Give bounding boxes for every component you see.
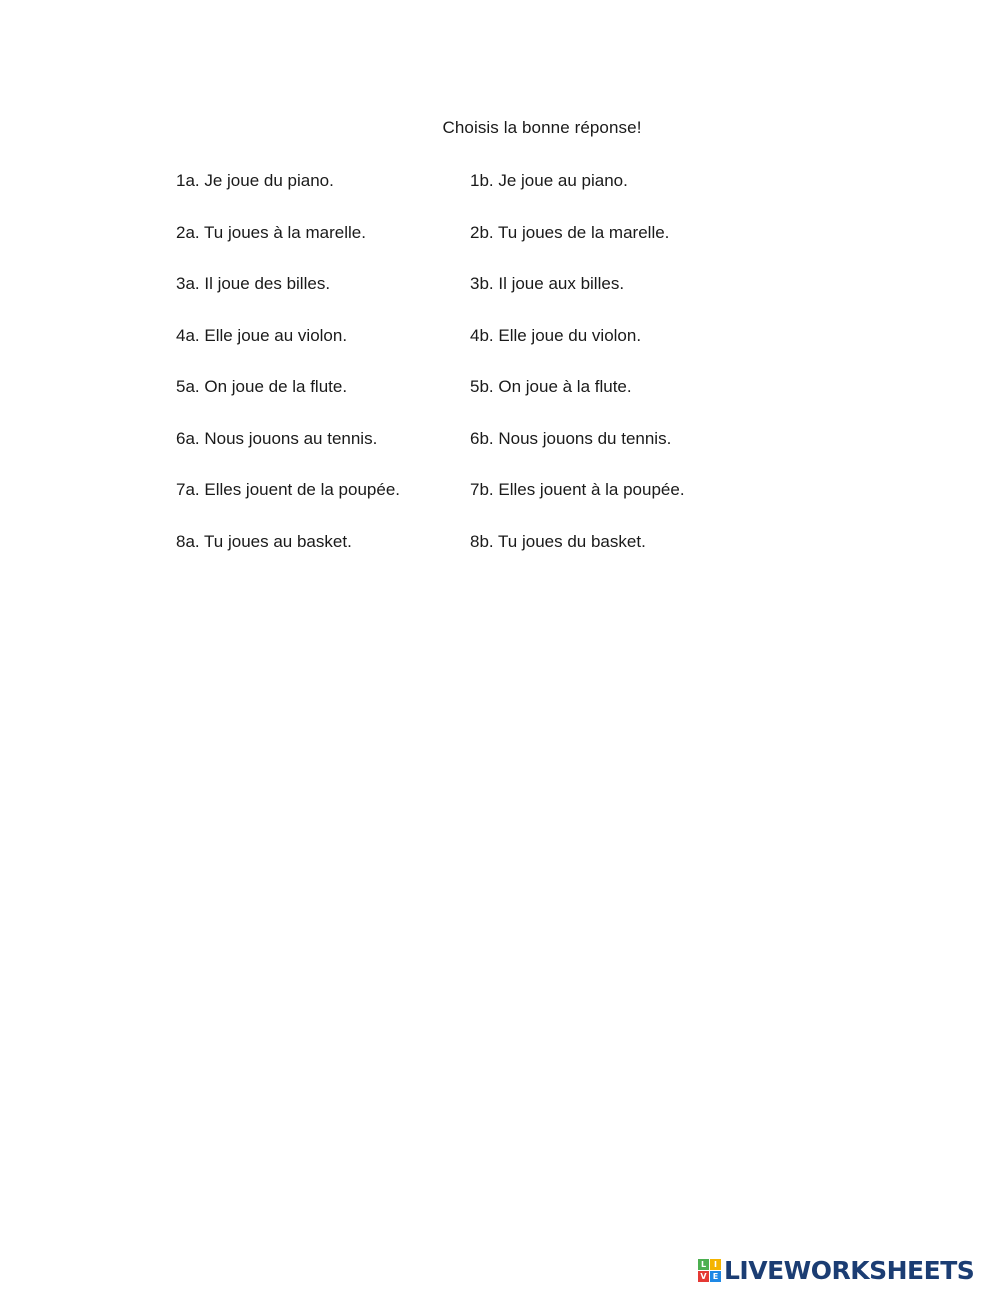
option-2a[interactable]: 2a. Tu joues à la marelle. [176, 222, 366, 242]
option-1a[interactable]: 1a. Je joue du piano. [176, 171, 334, 190]
liveworksheets-logo [698, 1255, 974, 1285]
logo-letter-l: L [698, 1259, 709, 1270]
option-8a[interactable]: 8a. Tu joues au basket. [176, 531, 352, 551]
option-4a[interactable]: 4a. Elle joue au violon. [176, 325, 348, 345]
option-3b[interactable]: 3b. Il joue aux billes. [470, 274, 625, 293]
option-2b[interactable]: 2b. Tu joues de la marelle. [470, 222, 670, 242]
option-4b[interactable]: 4b. Elle joue du violon. [470, 325, 642, 345]
logo-letter-i: I [710, 1259, 721, 1270]
logo-letter-v: V [698, 1271, 709, 1282]
option-6a[interactable]: 6a. Nous jouons au tennis. [176, 428, 378, 448]
option-1b[interactable]: 1b. Je joue au piano. [470, 171, 628, 190]
option-7b[interactable]: 7b. Elles jouent à la poupée. [470, 480, 685, 499]
option-6b[interactable]: 6b. Nous jouons du tennis. [470, 428, 672, 448]
logo-wordmark: LIVEWORKSHEETS [724, 1255, 975, 1285]
logo-letter-e: E [710, 1271, 721, 1282]
option-8b[interactable]: 8b. Tu joues du basket. [470, 531, 646, 551]
option-3a[interactable]: 3a. Il joue des billes. [176, 274, 331, 293]
option-7a[interactable]: 7a. Elles jouent de la poupée. [176, 480, 401, 499]
option-5a[interactable]: 5a. On joue de la flute. [176, 377, 348, 396]
option-5b[interactable]: 5b. On joue à la flute. [470, 377, 632, 396]
logo-mark-icon [698, 1259, 721, 1282]
worksheet-title: Choisis la bonne réponse! [442, 118, 642, 137]
